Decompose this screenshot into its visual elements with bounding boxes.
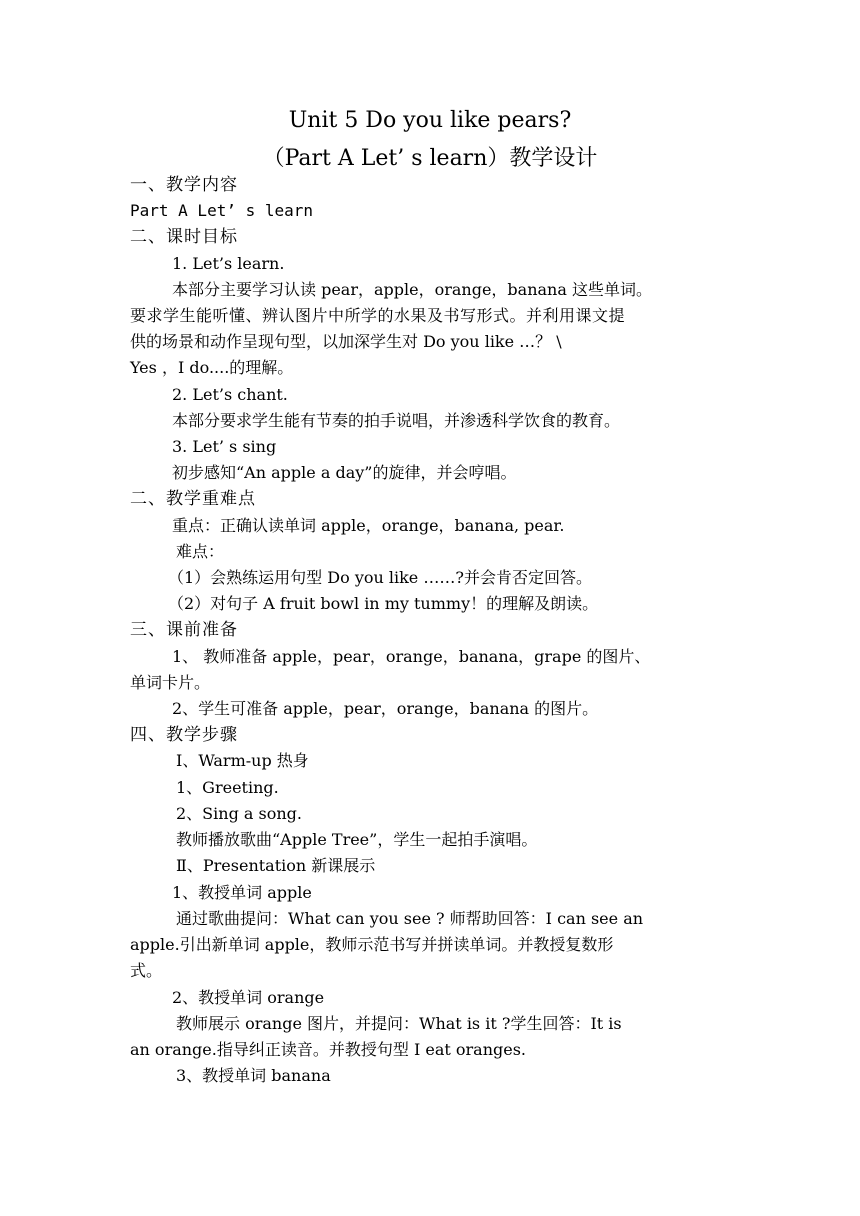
paragraph-line: 1、 教师准备 apple，pear，orange，banana，grape 的图片、 <box>172 647 651 666</box>
document-subtitle: （Part A Let’ s learn）教学设计 <box>262 146 598 171</box>
paragraph-line: 初步感知“An apple a day”的旋律，并会哼唱。 <box>172 463 517 482</box>
section-heading-preparation: 三、课前准备 <box>130 620 238 640</box>
paragraph-line: an orange.指导纠正读音。并教授句型 I eat oranges. <box>130 1040 527 1059</box>
paragraph-line: 1、Greeting. <box>176 778 279 797</box>
paragraph-line: 重点：正确认读单词 apple，orange，banana, pear. <box>172 516 565 535</box>
section-heading-steps: 四、教学步骤 <box>130 725 238 745</box>
paragraph-line: 式。 <box>130 961 163 980</box>
paragraph-line: 本部分主要学习认读 pear，apple，orange，banana 这些单词。 <box>172 280 652 299</box>
paragraph-line: 本部分要求学生能有节奏的拍手说唱，并渗透科学饮食的教育。 <box>172 411 621 430</box>
paragraph-line: apple.引出新单词 apple，教师示范书写并拼读单词。并教授复数形 <box>130 935 614 954</box>
section-heading-key-points: 二、教学重难点 <box>130 489 256 509</box>
paragraph-line: 难点： <box>176 542 225 561</box>
paragraph-line: 2、教授单词 orange <box>172 988 325 1007</box>
paragraph-line: Yes ，I do....的理解。 <box>130 358 294 377</box>
paragraph-line: （1）会熟练运用句型 Do you like ……?并会肯否定回答。 <box>168 568 592 587</box>
paragraph-line: （2）对句子 A fruit bowl in my tummy！的理解及朗读。 <box>168 594 599 613</box>
paragraph-line: 1、教授单词 apple <box>172 883 312 902</box>
paragraph-line: 通过歌曲提问：What can you see ? 师帮助回答：I can see an <box>176 909 644 928</box>
paragraph-line: 单词卡片。 <box>130 673 211 692</box>
paragraph-line: 教师播放歌曲“Apple Tree”，学生一起拍手演唱。 <box>176 830 538 849</box>
paragraph-line: 1. Let’s learn. <box>172 254 285 273</box>
section-heading-goals: 二、课时目标 <box>130 227 238 247</box>
paragraph-line: 教师展示 orange 图片，并提问：What is it ?学生回答：It is <box>176 1014 622 1033</box>
paragraph-line: 供的场景和动作呈现句型，以加深学生对 Do you like …？ \ <box>130 332 562 351</box>
section-heading-content: 一、教学内容 <box>130 175 238 195</box>
paragraph-line: Ⅰ、Warm-up 热身 <box>176 751 309 770</box>
paragraph-line: 3. Let’ s sing <box>172 437 277 456</box>
section-text: Part A Let’ s learn <box>130 201 314 220</box>
paragraph-line: Ⅱ、Presentation 新课展示 <box>176 856 376 875</box>
paragraph-line: 2、Sing a song. <box>176 804 302 823</box>
paragraph-line: 2. Let’s chant. <box>172 385 288 404</box>
document-title: Unit 5 Do you like pears? <box>288 108 572 133</box>
paragraph-line: 2、学生可准备 apple，pear，orange，banana 的图片。 <box>172 699 599 718</box>
paragraph-line: 要求学生能听懂、辨认图片中所学的水果及书写形式。并利用课文提 <box>130 306 626 325</box>
paragraph-line: 3、教授单词 banana <box>176 1066 331 1085</box>
